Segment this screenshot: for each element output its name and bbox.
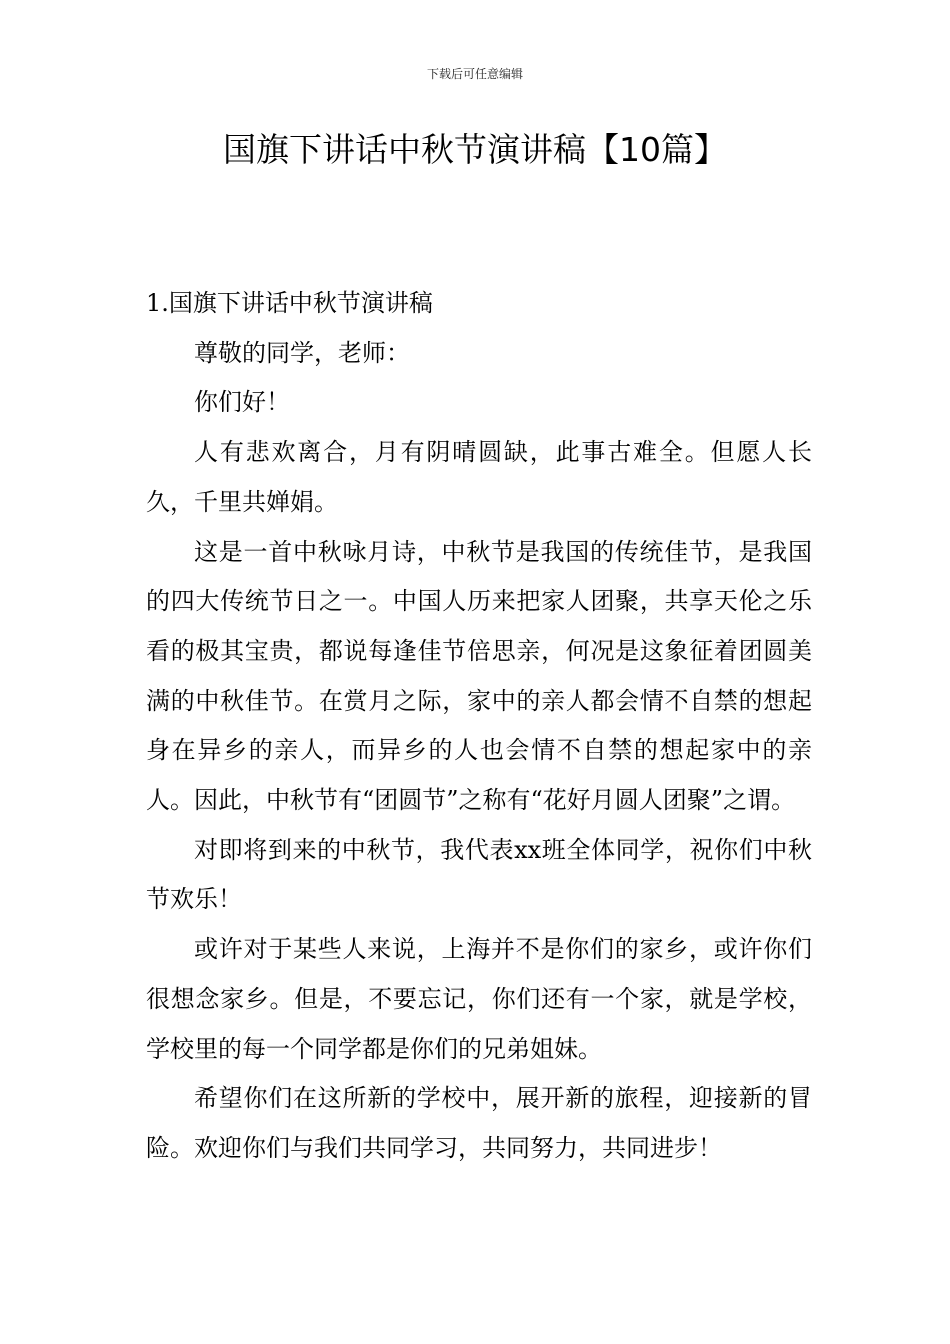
header-note: 下载后可任意编辑 xyxy=(426,67,523,81)
body-paragraph: 对即将到来的中秋节，我代表xx班全体同学，祝你们中秋节欢乐！ xyxy=(146,835,812,914)
document-body xyxy=(146,279,812,1174)
body-paragraph: 这是一首中秋咏月诗，中秋节是我国的传统佳节，是我国的四大传统节日之一。中国人历来把家人团聚，共享天伦之乐看的极其宝贵，都说每逢佳节倍思亲，何况是这象征着团圆美满的中秋佳节。在赏月之际，家中的亲人都会情不自禁的想起身在异乡的亲人，而异乡的人也会情不自禁的想起家中的亲人。因此，中秋节有“团圆节”之称有“花好月圆人团聚”之谓。 xyxy=(146,537,812,815)
body-paragraph: 希望你们在这所新的学校中，展开新的旅程，迎接新的冒险。欢迎你们与我们共同学习，共同努力，共同进步！ xyxy=(146,1084,812,1162)
greeting-paragraph: 你们好！ xyxy=(194,388,290,417)
salutation-paragraph: 尊敬的同学，老师： xyxy=(194,338,410,367)
section-heading: 1.国旗下讲话中秋节演讲稿 xyxy=(146,289,433,317)
body-paragraph: 或许对于某些人来说，上海并不是你们的家乡，或许你们很想念家乡。但是，不要忘记，你们还有一个家，就是学校，学校里的每一个同学都是你们的兄弟姐妹。 xyxy=(146,935,812,1063)
document-title: 国旗下讲话中秋节演讲稿【10篇】 xyxy=(223,130,727,169)
poem-paragraph: 人有悲欢离合，月有阴晴圆缺，此事古难全。但愿人长久，千里共婵娟。 xyxy=(146,438,812,516)
